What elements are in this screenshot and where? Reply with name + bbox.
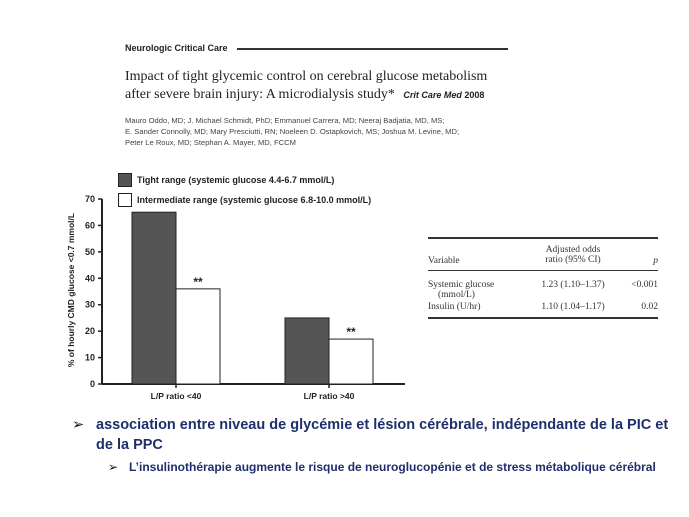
arrow-bullet-icon: ➢	[72, 417, 85, 433]
chart-x-tick-label: L/P ratio <40	[150, 391, 202, 401]
table-cell-variable-line1: Systemic glucose	[428, 280, 495, 290]
chart-bar	[132, 212, 176, 384]
table-cell-p: 0.02	[641, 302, 658, 312]
legend-label-intermediate: Intermediate range (systemic glucose 6.8-10.0 mmol/L)	[137, 195, 372, 205]
bullet-main	[72, 415, 672, 455]
chart-y-tick-label: 60	[84, 220, 95, 231]
table-header-odds	[528, 245, 618, 266]
chart-significance-label: **	[193, 274, 203, 289]
bar-chart	[60, 190, 420, 410]
chart-y-tick-label: 30	[84, 299, 95, 310]
chart-bar	[329, 339, 373, 384]
bullet-sub-text: L’insulinothérapie augmente le risque de neuroglucopénie et de stress métabolique cérébral	[129, 460, 656, 474]
table-cell-variable-line2: (mmol/L)	[438, 290, 475, 300]
table-row	[428, 300, 658, 317]
paper-title	[125, 68, 505, 104]
table-header-odds-line1: Adjusted odds	[545, 245, 601, 255]
authors-line-2: E. Sander Connolly, MD; Mary Presciutti, RN; Noeleen D. Ostapkovich, MS; Joshua M. Levine, MD;	[125, 127, 460, 136]
chart-y-tick-label: 0	[89, 379, 95, 389]
arrow-bullet-icon: ➢	[108, 460, 119, 474]
bullet-sub	[108, 459, 668, 476]
table-header-p: p	[653, 256, 658, 266]
legend-item-tight	[118, 170, 371, 190]
chart-ylabel: % of hourly CMD glucose <0.7 mmol/L	[66, 212, 76, 368]
table-cell-p: <0.001	[631, 280, 658, 290]
table-header-variable: Variable	[428, 256, 460, 266]
citation-year: 2008	[464, 90, 485, 100]
chart-y-tick-label: 40	[84, 273, 95, 284]
journal-section-label: Neurologic Critical Care	[125, 43, 228, 53]
table-cell-variable	[428, 280, 528, 300]
citation	[398, 90, 484, 100]
table-header	[428, 239, 658, 270]
title-line-2-text: after severe brain injury: A microdialysis study*	[125, 87, 395, 102]
table-cell-or: 1.10 (1.04–1.17)	[541, 302, 605, 312]
table-cell-variable: Insulin (U/hr)	[428, 302, 481, 312]
bullet-main-text: association entre niveau de glycémie et lésion cérébrale, indépendante de la PIC et de la PPC	[96, 417, 669, 453]
table-cell-or: 1.23 (1.10–1.37)	[541, 280, 605, 290]
chart-x-tick-label: L/P ratio >40	[303, 391, 355, 401]
table-header-odds-line2: ratio (95% CI)	[545, 255, 601, 265]
authors-line-3: Peter Le Roux, MD; Stephan A. Mayer, MD, FCCM	[125, 138, 296, 147]
chart-y-tick-label: 50	[84, 246, 95, 257]
chart-y-tick-label: 20	[84, 326, 95, 337]
citation-journal: Crit Care Med	[403, 90, 462, 100]
chart-bar	[285, 318, 329, 384]
title-line-1: Impact of tight glycemic control on cerebral glucose metabolism	[125, 69, 488, 84]
author-list	[125, 115, 515, 148]
chart-y-tick-label: 70	[84, 194, 95, 204]
odds-ratio-table	[428, 237, 658, 319]
authors-line-1: Mauro Oddo, MD; J. Michael Schmidt, PhD; Emmanuel Carrera, MD; Neeraj Badjatia, MD, MS;	[125, 116, 445, 125]
chart-bar	[176, 289, 220, 384]
journal-rule	[237, 48, 508, 50]
legend-swatch-tight	[118, 173, 132, 187]
chart-y-tick-label: 10	[84, 352, 95, 363]
table-row	[428, 271, 658, 300]
legend-label-tight: Tight range (systemic glucose 4.4-6.7 mmol/L)	[137, 175, 335, 185]
title-line-2	[125, 86, 505, 104]
table-bottom-rule	[428, 317, 658, 319]
chart-significance-label: **	[346, 325, 356, 340]
